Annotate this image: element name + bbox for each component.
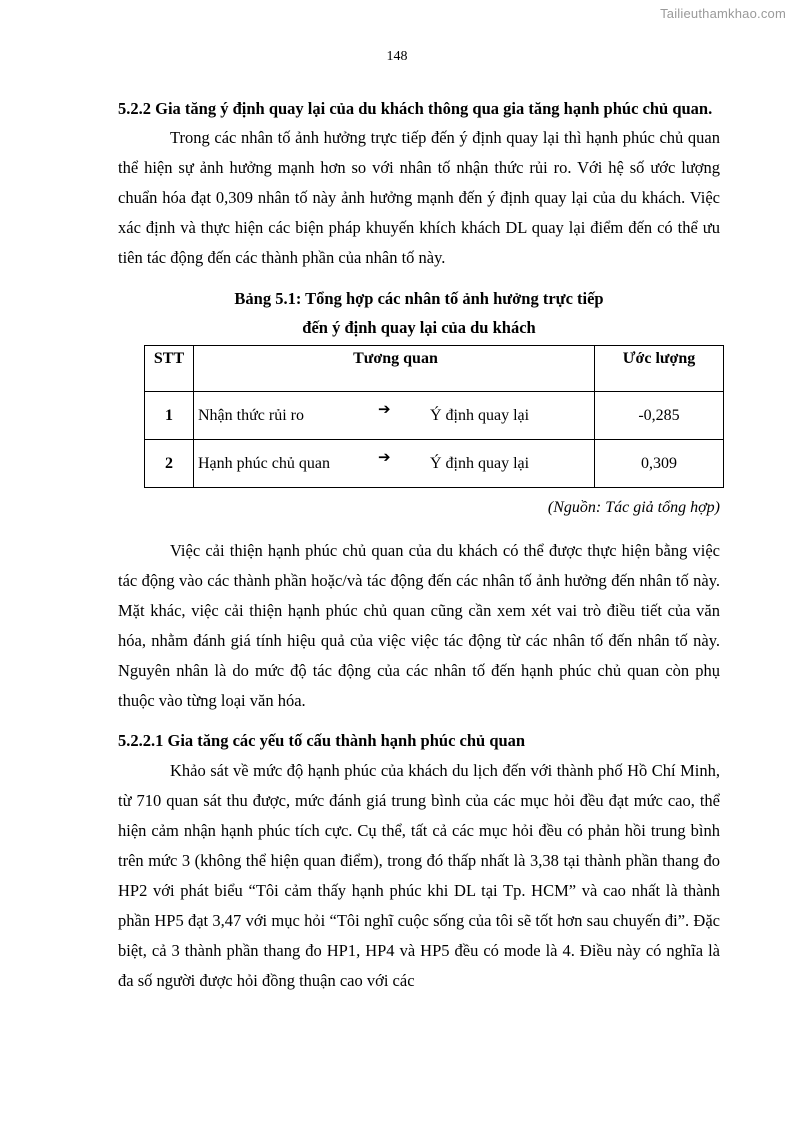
header-stt: STT <box>145 346 194 392</box>
row-relation <box>194 392 595 440</box>
header-estimate: Ước lượng <box>595 346 724 392</box>
relation-to: Ý định quay lại <box>430 454 530 472</box>
body-paragraph: Việc cải thiện hạnh phúc chủ quan của du khách có thể được thực hiện bằng việc tác động vào các thành phần hoặc/và tác động đến các nhân tố ảnh hưởng đến nhân tố này. Mặt khác, việc cải thiện hạnh phúc chủ quan cũng cần xem xét vai trò điều tiết của văn hóa, nhằm đánh giá tính hiệu quả của việc việc tác động từ các nhân tố đến nhân tố này. Nguyên nhân là do mức độ tác động của các nhân tố đến hạnh phúc chủ quan còn phụ thuộc vào từng loại văn hóa. <box>118 541 720 710</box>
row-relation <box>194 440 595 488</box>
header-relation: Tương quan <box>194 346 595 392</box>
row-estimate: -0,285 <box>595 392 724 440</box>
page-content <box>118 94 720 996</box>
arrow-right-icon: ➔ <box>378 449 391 466</box>
subsection-paragraph: Khảo sát về mức độ hạnh phúc của khách du lịch đến với thành phố Hồ Chí Minh, từ 710 quan sát thu được, mức đánh giá trung bình của các mục hỏi đều đạt mức cao, thể hiện cảm nhận hạnh phúc tích cực. Cụ thể, tất cả các mục hỏi đều có phản hồi trung bình trên mức 3 (không thể hiện quan điểm), trong đó thấp nhất là 3,38 tại thành phần thang đo HP2 với phát biểu “Tôi cảm thấy hạnh phúc khi DL tại Tp. HCM” và cao nhất là thành phần HP5 đạt 3,47 với mục hỏi “Tôi nghĩ cuộc sống của tôi sẽ tốt hơn sau chuyến đi”. Đặc biệt, cả 3 thành phần thang đo HP1, HP4 và HP5 đều có mode là 4. Điều này có nghĩa là đa số người được hỏi đồng thuận cao với các <box>118 761 720 990</box>
watermark: Tailieuthamkhao.com <box>660 6 786 21</box>
factors-table <box>144 345 724 488</box>
relation-from: Hạnh phúc chủ quan <box>198 454 330 472</box>
row-stt: 1 <box>145 392 194 440</box>
row-estimate: 0,309 <box>595 440 724 488</box>
row-stt: 2 <box>145 440 194 488</box>
table-caption <box>118 284 720 342</box>
page-number: 148 <box>386 49 408 64</box>
table-row <box>145 440 724 488</box>
relation-to: Ý định quay lại <box>430 406 530 424</box>
table-source: (Nguồn: Tác giả tổng hợp) <box>547 499 720 516</box>
table-caption-line1: Bảng 5.1: Tổng hợp các nhân tố ảnh hưởng trực tiếp <box>234 289 604 308</box>
table-caption-line2: đến ý định quay lại của du khách <box>302 318 536 337</box>
section-heading: 5.2.2 Gia tăng ý định quay lại của du khách thông qua gia tăng hạnh phúc chủ quan. <box>118 99 713 118</box>
intro-paragraph: Trong các nhân tố ảnh hưởng trực tiếp đến ý định quay lại thì hạnh phúc chủ quan thể hiện sự ảnh hưởng mạnh hơn so với nhân tố nhận thức rủi ro. Với hệ số ước lượng chuẩn hóa đạt 0,309 nhân tố này ảnh hưởng mạnh đến ý định quay lại của du khách. Việc xác định và thực hiện các biện pháp khuyến khích khách DL quay lại điểm đến có thể ưu tiên tác động đến các thành phần của nhân tố này. <box>118 128 720 267</box>
relation-from: Nhận thức rủi ro <box>198 406 304 424</box>
subsection-heading: 5.2.2.1 Gia tăng các yếu tố cấu thành hạnh phúc chủ quan <box>118 731 526 750</box>
table-header-row <box>145 346 724 392</box>
arrow-right-icon: ➔ <box>378 401 391 418</box>
table-row <box>145 392 724 440</box>
